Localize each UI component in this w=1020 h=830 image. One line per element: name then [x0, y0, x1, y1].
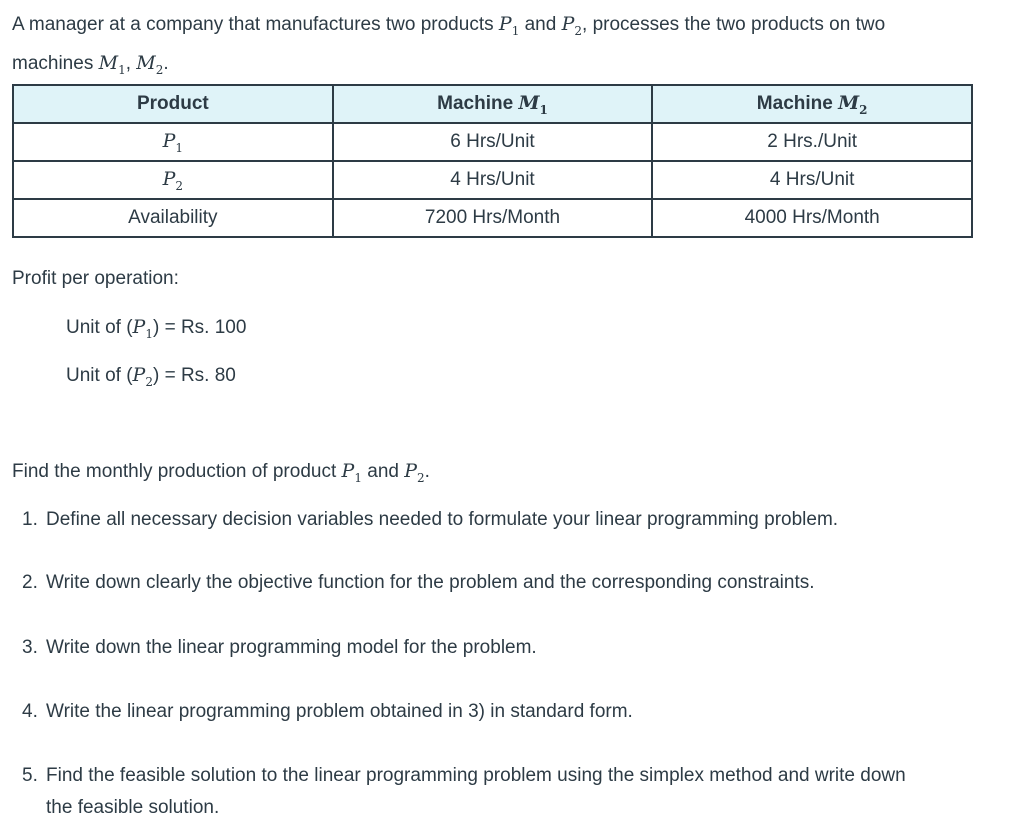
math-p2: $P_2$	[561, 13, 583, 38]
profit-line-p1: Unit of $(P_1) = Rs$. 100	[66, 316, 247, 341]
cell-product: $P_2$	[13, 161, 333, 199]
header-machine-m2: Machine $M_2$	[652, 85, 972, 123]
question-item: 1. Define all necessary decision variables needed to formulate your linear programming problem.	[22, 509, 839, 530]
header-product: Product	[13, 85, 333, 123]
profit-line-p2: Unit of $(P_2) = Rs$. 80	[66, 364, 236, 389]
cell-m1: 4 Hrs/Unit	[333, 161, 653, 199]
question-item: 4. Write the linear programming problem obtained in 3) in standard form.	[22, 701, 633, 722]
cell-product: Availability	[13, 199, 333, 237]
question-item: 5. Find the feasible solution to the linear programming problem using the simplex method and write down the feasible solution.	[22, 765, 906, 818]
intro-text-mid: , processes the two products on two	[582, 14, 886, 35]
production-table	[12, 84, 973, 238]
intro-text: A manager at a company that manufactures two products	[12, 14, 494, 35]
cell-m1: 6 Hrs/Unit	[333, 123, 653, 161]
cell-product: $P_1$	[13, 123, 333, 161]
question-item: 3. Write down the linear programming model for the problem.	[22, 637, 537, 658]
math-m1: $M_1$	[98, 51, 126, 77]
intro-and: and	[524, 14, 557, 35]
question-item: 2. Write down clearly the objective function for the problem and the corresponding constraints.	[22, 572, 815, 593]
table-row	[13, 161, 972, 199]
table-row	[13, 199, 972, 237]
profit-heading: Profit per operation:	[12, 268, 179, 289]
cell-m1: 7200 Hrs/Month	[333, 199, 653, 237]
table-row	[13, 123, 972, 161]
table-header-row	[13, 85, 972, 123]
math-m2: $M_2$	[136, 51, 164, 77]
math-p1: $P_1$	[498, 13, 520, 38]
cell-m2: 4 Hrs/Unit	[652, 161, 972, 199]
find-instruction: Find the monthly production of product $P_1$ and $P_2$.	[12, 460, 430, 485]
cell-m2: 2 Hrs./Unit	[652, 123, 972, 161]
header-machine-m1: Machine $M_1$	[333, 85, 653, 123]
intro-paragraph: A manager at a company that manufactures two products $P_1$ and $P_2$, processes the two products on two machines $M_1$, $M_2$.	[12, 13, 886, 77]
intro-machines: machines	[12, 52, 94, 74]
cell-m2: 4000 Hrs/Month	[652, 199, 972, 237]
